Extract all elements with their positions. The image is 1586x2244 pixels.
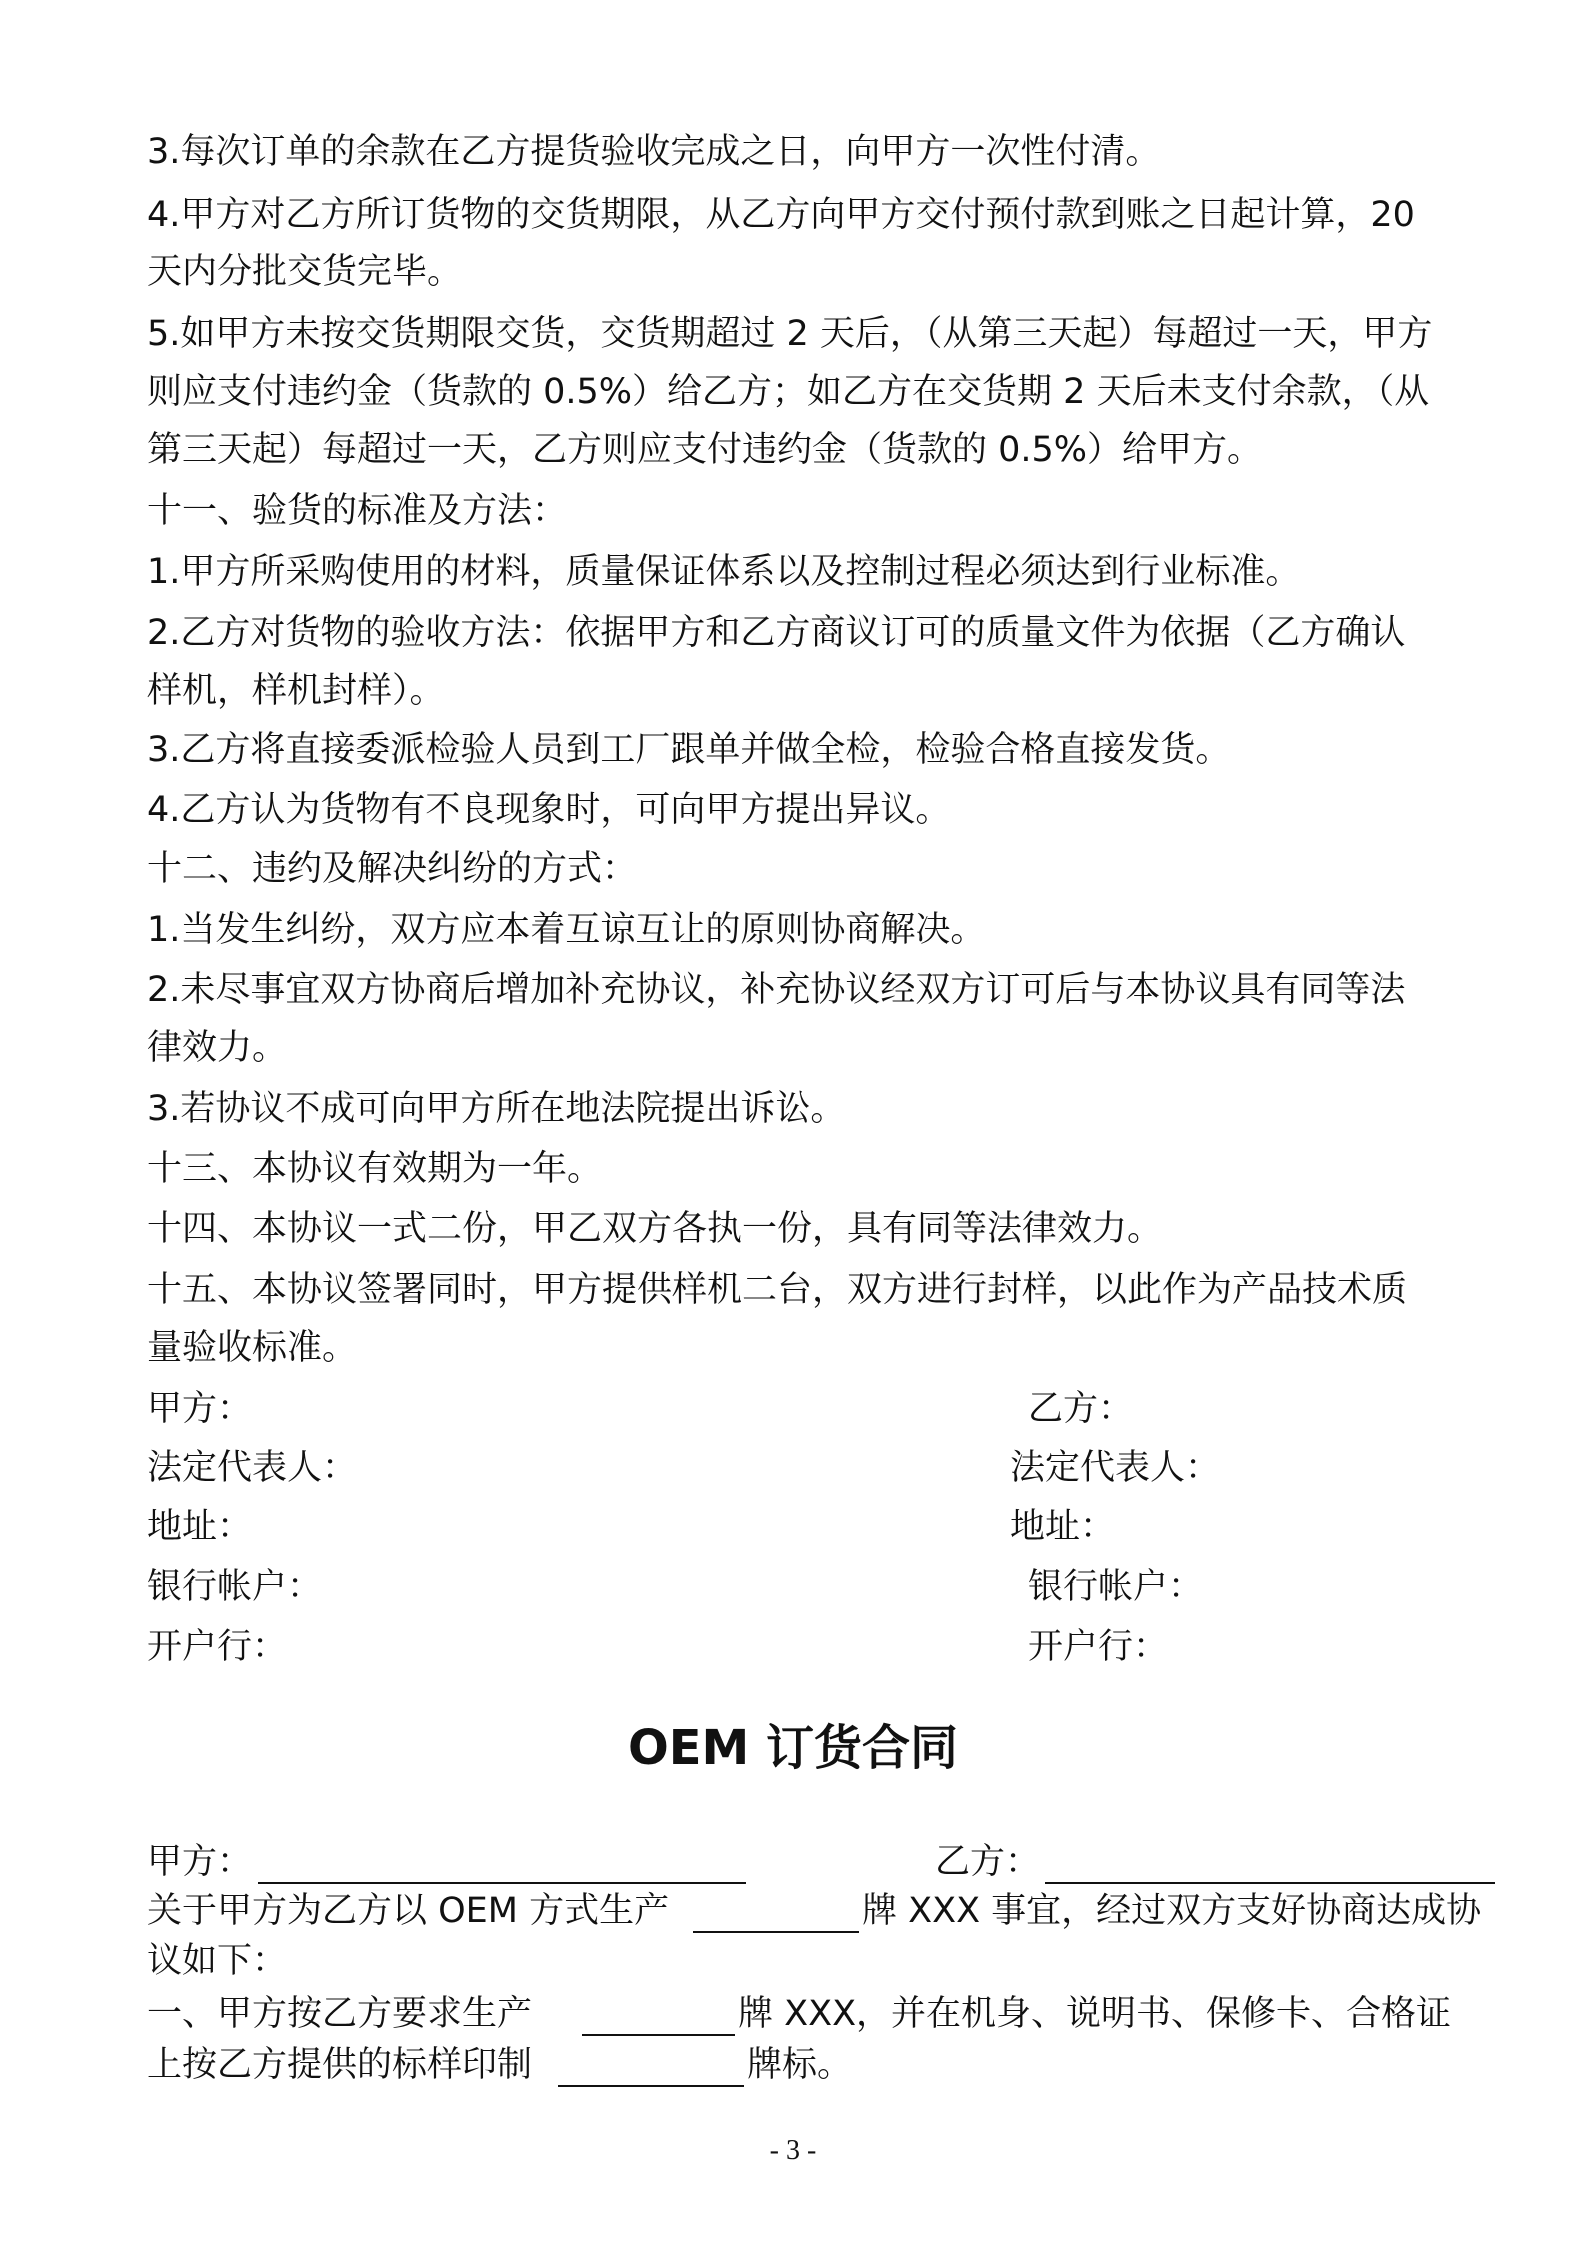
contract-title: OEM 订货合同 (627, 1720, 959, 1776)
clause-line: 3.每次订单的余款在乙方提货验收完成之日，向甲方一次性付清。 (147, 132, 1161, 172)
brand-blank-2 (582, 1990, 735, 2036)
intro-prefix: 关于甲方为乙方以 OEM 方式生产 (147, 1891, 670, 1931)
item1-line2-prefix: 上按乙方提供的标样印制 (147, 2045, 533, 2085)
party-b-blank (1045, 1838, 1495, 1884)
clause-line: 律效力。 (147, 1028, 288, 1068)
signature-party-b: 乙方： (1028, 1389, 1134, 1429)
clause-line: 样机，样机封样）。 (147, 671, 445, 711)
intro-suffix: 牌 XXX 事宜，经过双方支好协商达成协 (862, 1891, 1482, 1931)
section-heading: 十一、验货的标准及方法： (147, 491, 568, 531)
clause-line: 4.甲方对乙方所订货物的交货期限，从乙方向甲方交付预付款到账之日起计算，20 (147, 195, 1415, 235)
brand-blank-3 (558, 2041, 744, 2087)
clause-line: 量验收标准。 (147, 1328, 358, 1368)
clause-line: 3.若协议不成可向甲方所在地法院提出诉讼。 (147, 1089, 846, 1129)
section-heading: 十五、本协议签署同时，甲方提供样机二台，双方进行封样，以此作为产品技术质 (147, 1270, 1408, 1310)
clause-line: 2.乙方对货物的验收方法：依据甲方和乙方商议订可的质量文件为依据（乙方确认 (147, 613, 1406, 653)
clause-line: 1.甲方所采购使用的材料，质量保证体系以及控制过程必须达到行业标准。 (147, 552, 1301, 592)
section-heading: 十三、本协议有效期为一年。 (147, 1149, 603, 1189)
signature-party-a: 甲方： (147, 1389, 253, 1429)
section-heading: 十二、违约及解决纠纷的方式： (147, 849, 638, 889)
clause-line: 天内分批交货完毕。 (147, 252, 463, 292)
section-heading: 十四、本协议一式二份，甲乙双方各执一份，具有同等法律效力。 (147, 1209, 1163, 1249)
signature-bank-account-a: 银行帐户： (147, 1567, 323, 1607)
page-number: - 3 - (769, 2135, 817, 2166)
item1-suffix: 牌 XXX，并在机身、说明书、保修卡、合格证 (738, 1994, 1452, 2034)
signature-bank-b: 开户行： (1028, 1627, 1169, 1667)
clause-line: 第三天起）每超过一天，乙方则应支付违约金（货款的 0.5%）给甲方。 (147, 430, 1263, 470)
party-a-label: 甲方： (147, 1842, 253, 1882)
party-b-label: 乙方： (935, 1842, 1041, 1882)
signature-bank-account-b: 银行帐户： (1028, 1567, 1204, 1607)
signature-address-a: 地址： (147, 1507, 253, 1547)
clause-line: 则应支付违约金（货款的 0.5%）给乙方；如乙方在交货期 2 天后未支付余款，（从 (147, 372, 1430, 412)
clause-line: 4.乙方认为货物有不良现象时，可向甲方提出异议。 (147, 790, 951, 830)
signature-representative-b: 法定代表人： (1010, 1448, 1221, 1488)
signature-bank-a: 开户行： (147, 1627, 288, 1667)
clause-line: 2.未尽事宜双方协商后增加补充协议，补充协议经双方订可后与本协议具有同等法 (147, 970, 1406, 1010)
item1-prefix: 一、甲方按乙方要求生产 (147, 1994, 533, 2034)
brand-blank-1 (693, 1887, 859, 1933)
intro-line-2: 议如下： (147, 1941, 288, 1981)
item1-line2-suffix: 牌标。 (747, 2045, 853, 2085)
clause-line: 5.如甲方未按交货期限交货，交货期超过 2 天后，（从第三天起）每超过一天，甲方 (147, 314, 1433, 354)
signature-representative-a: 法定代表人： (147, 1448, 358, 1488)
party-a-blank (258, 1838, 746, 1884)
clause-line: 3.乙方将直接委派检验人员到工厂跟单并做全检，检验合格直接发货。 (147, 730, 1231, 770)
signature-address-b: 地址： (1010, 1507, 1116, 1547)
clause-line: 1.当发生纠纷，双方应本着互谅互让的原则协商解决。 (147, 910, 986, 950)
